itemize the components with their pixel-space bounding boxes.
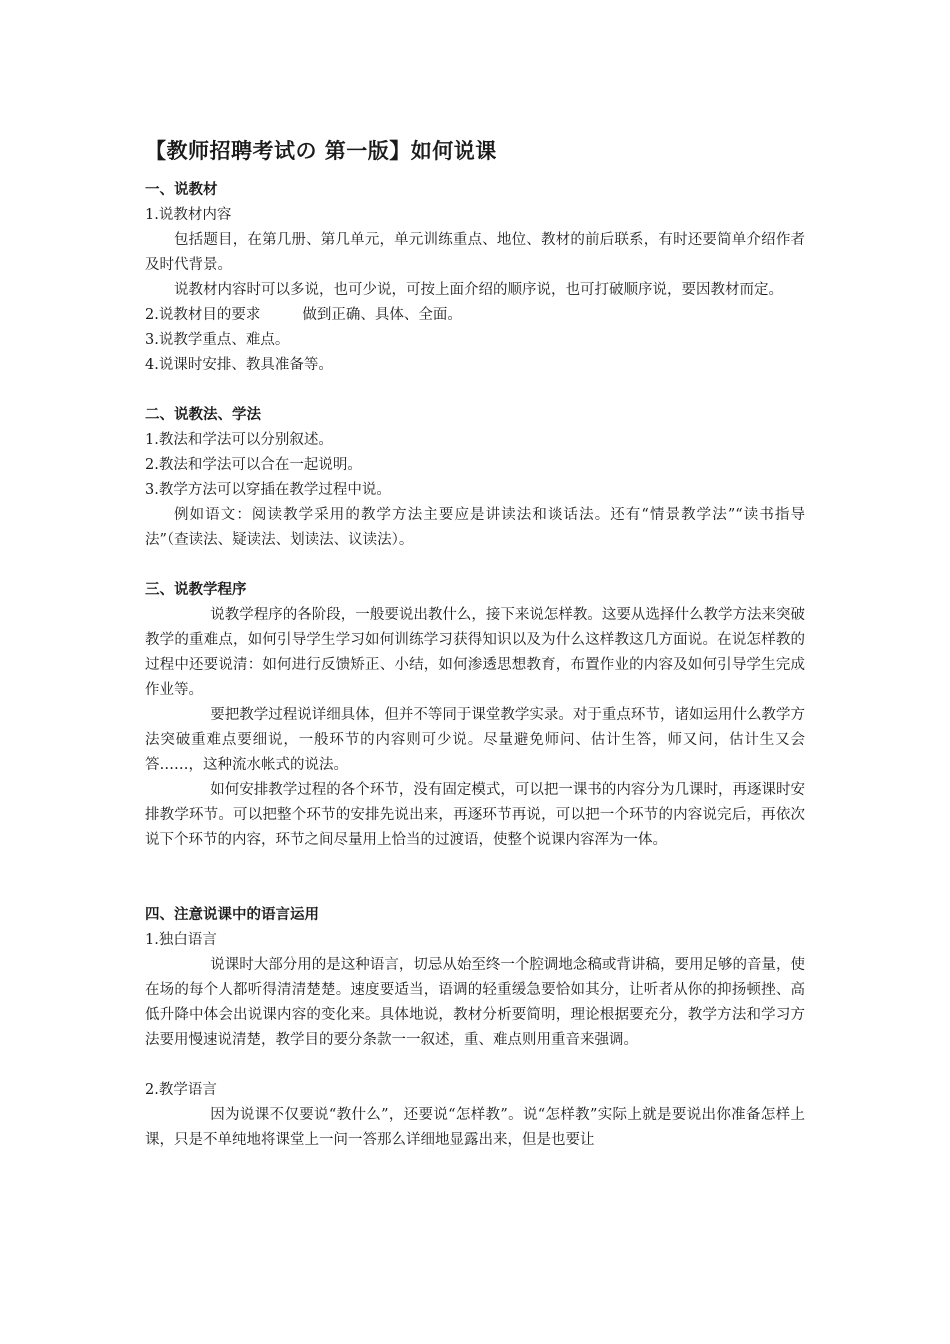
paragraph: 要把教学过程说详细具体，但并不等同于课堂教学实录。对于重点环节，诸如运用什么教学方法突破重难点要细说，一般环节的内容则可少说。尽量避免师问、估计生答，师又问，估计生又会答……，这种流水帐式的说法。 (145, 707, 805, 773)
paragraph: 说教材内容时可以多说，也可少说，可按上面介绍的顺序说，也可打破顺序说，要因教材而定。 (174, 282, 783, 298)
list-item: 3.教学方法可以穿插在教学过程中说。 (145, 482, 391, 498)
section-heading: 二、说教法、学法 (145, 407, 261, 423)
paragraph: 说教学程序的各阶段，一般要说出教什么，接下来说怎样教。这要从选择什么教学方法来突破教学的重难点，如何引导学生学习如何训练学习获得知识以及为什么这样教这几方面说。在说怎样教的过程中还要说清：如何进行反馈矫正、小结，如何渗透思想教育，布置作业的内容及如何引导学生完成作业等。 (145, 607, 805, 698)
list-item: 4.说课时安排、教具准备等。 (145, 357, 333, 373)
list-item: 1.教法和学法可以分别叙述。 (145, 432, 333, 448)
section-heading: 三、说教学程序 (145, 582, 247, 598)
paragraph: 包括题目，在第几册、第几单元，单元训练重点、地位、教材的前后联系，有时还要简单介绍作者及时代背景。 (145, 232, 805, 273)
list-item: 2.教学语言 (145, 1082, 217, 1098)
document-body (145, 136, 805, 1153)
list-item: 1.说教材内容 (145, 207, 232, 223)
list-item (145, 303, 805, 328)
list-item: 3.说教学重点、难点。 (145, 332, 290, 348)
paragraph: 例如语文：阅读教学采用的教学方法主要应是讲读法和谈话法。还有“情景教学法”“读书指导法”（查读法、疑读法、划读法、议读法）。 (145, 507, 805, 548)
paragraph: 因为说课不仅要说“教什么”，还要说“怎样教”。说“怎样教”实际上就是要说出你准备怎样上课，只是不单纯地将课堂上一问一答那么详细地显露出来，但是也要让 (145, 1107, 805, 1148)
document-title: 【教师招聘考试の 第一版】如何说课 (145, 139, 497, 163)
paragraph: 如何安排教学过程的各个环节，没有固定模式，可以把一课书的内容分为几课时，再逐课时安排教学环节。可以把整个环节的安排先说出来，再逐环节再说，可以把一个环节的内容说完后，再依次说下个环节的内容，环节之间尽量用上恰当的过渡语，使整个说课内容浑为一体。 (145, 782, 805, 848)
section-heading: 一、说教材 (145, 182, 218, 198)
paragraph: 说课时大部分用的是这种语言，切忌从始至终一个腔调地念稿或背讲稿，要用足够的音量，使在场的每个人都听得清清楚楚。速度要适当，语调的轻重缓急要恰如其分，让听者从你的抑扬顿挫、高低升降中体会出说课内容的变化来。具体地说，教材分析要简明，理论根据要充分，教学方法和学习方法要用慢速说清楚，教学目的要分条款一一叙述，重、难点则用重音来强调。 (145, 957, 805, 1048)
section-heading: 四、注意说课中的语言运用 (145, 907, 319, 923)
list-item: 2.教法和学法可以合在一起说明。 (145, 457, 362, 473)
list-item-label: 2.说教材目的要求 (145, 307, 261, 323)
list-item-detail: 做到正确、具体、全面。 (302, 307, 462, 323)
list-item: 1.独白语言 (145, 932, 217, 948)
